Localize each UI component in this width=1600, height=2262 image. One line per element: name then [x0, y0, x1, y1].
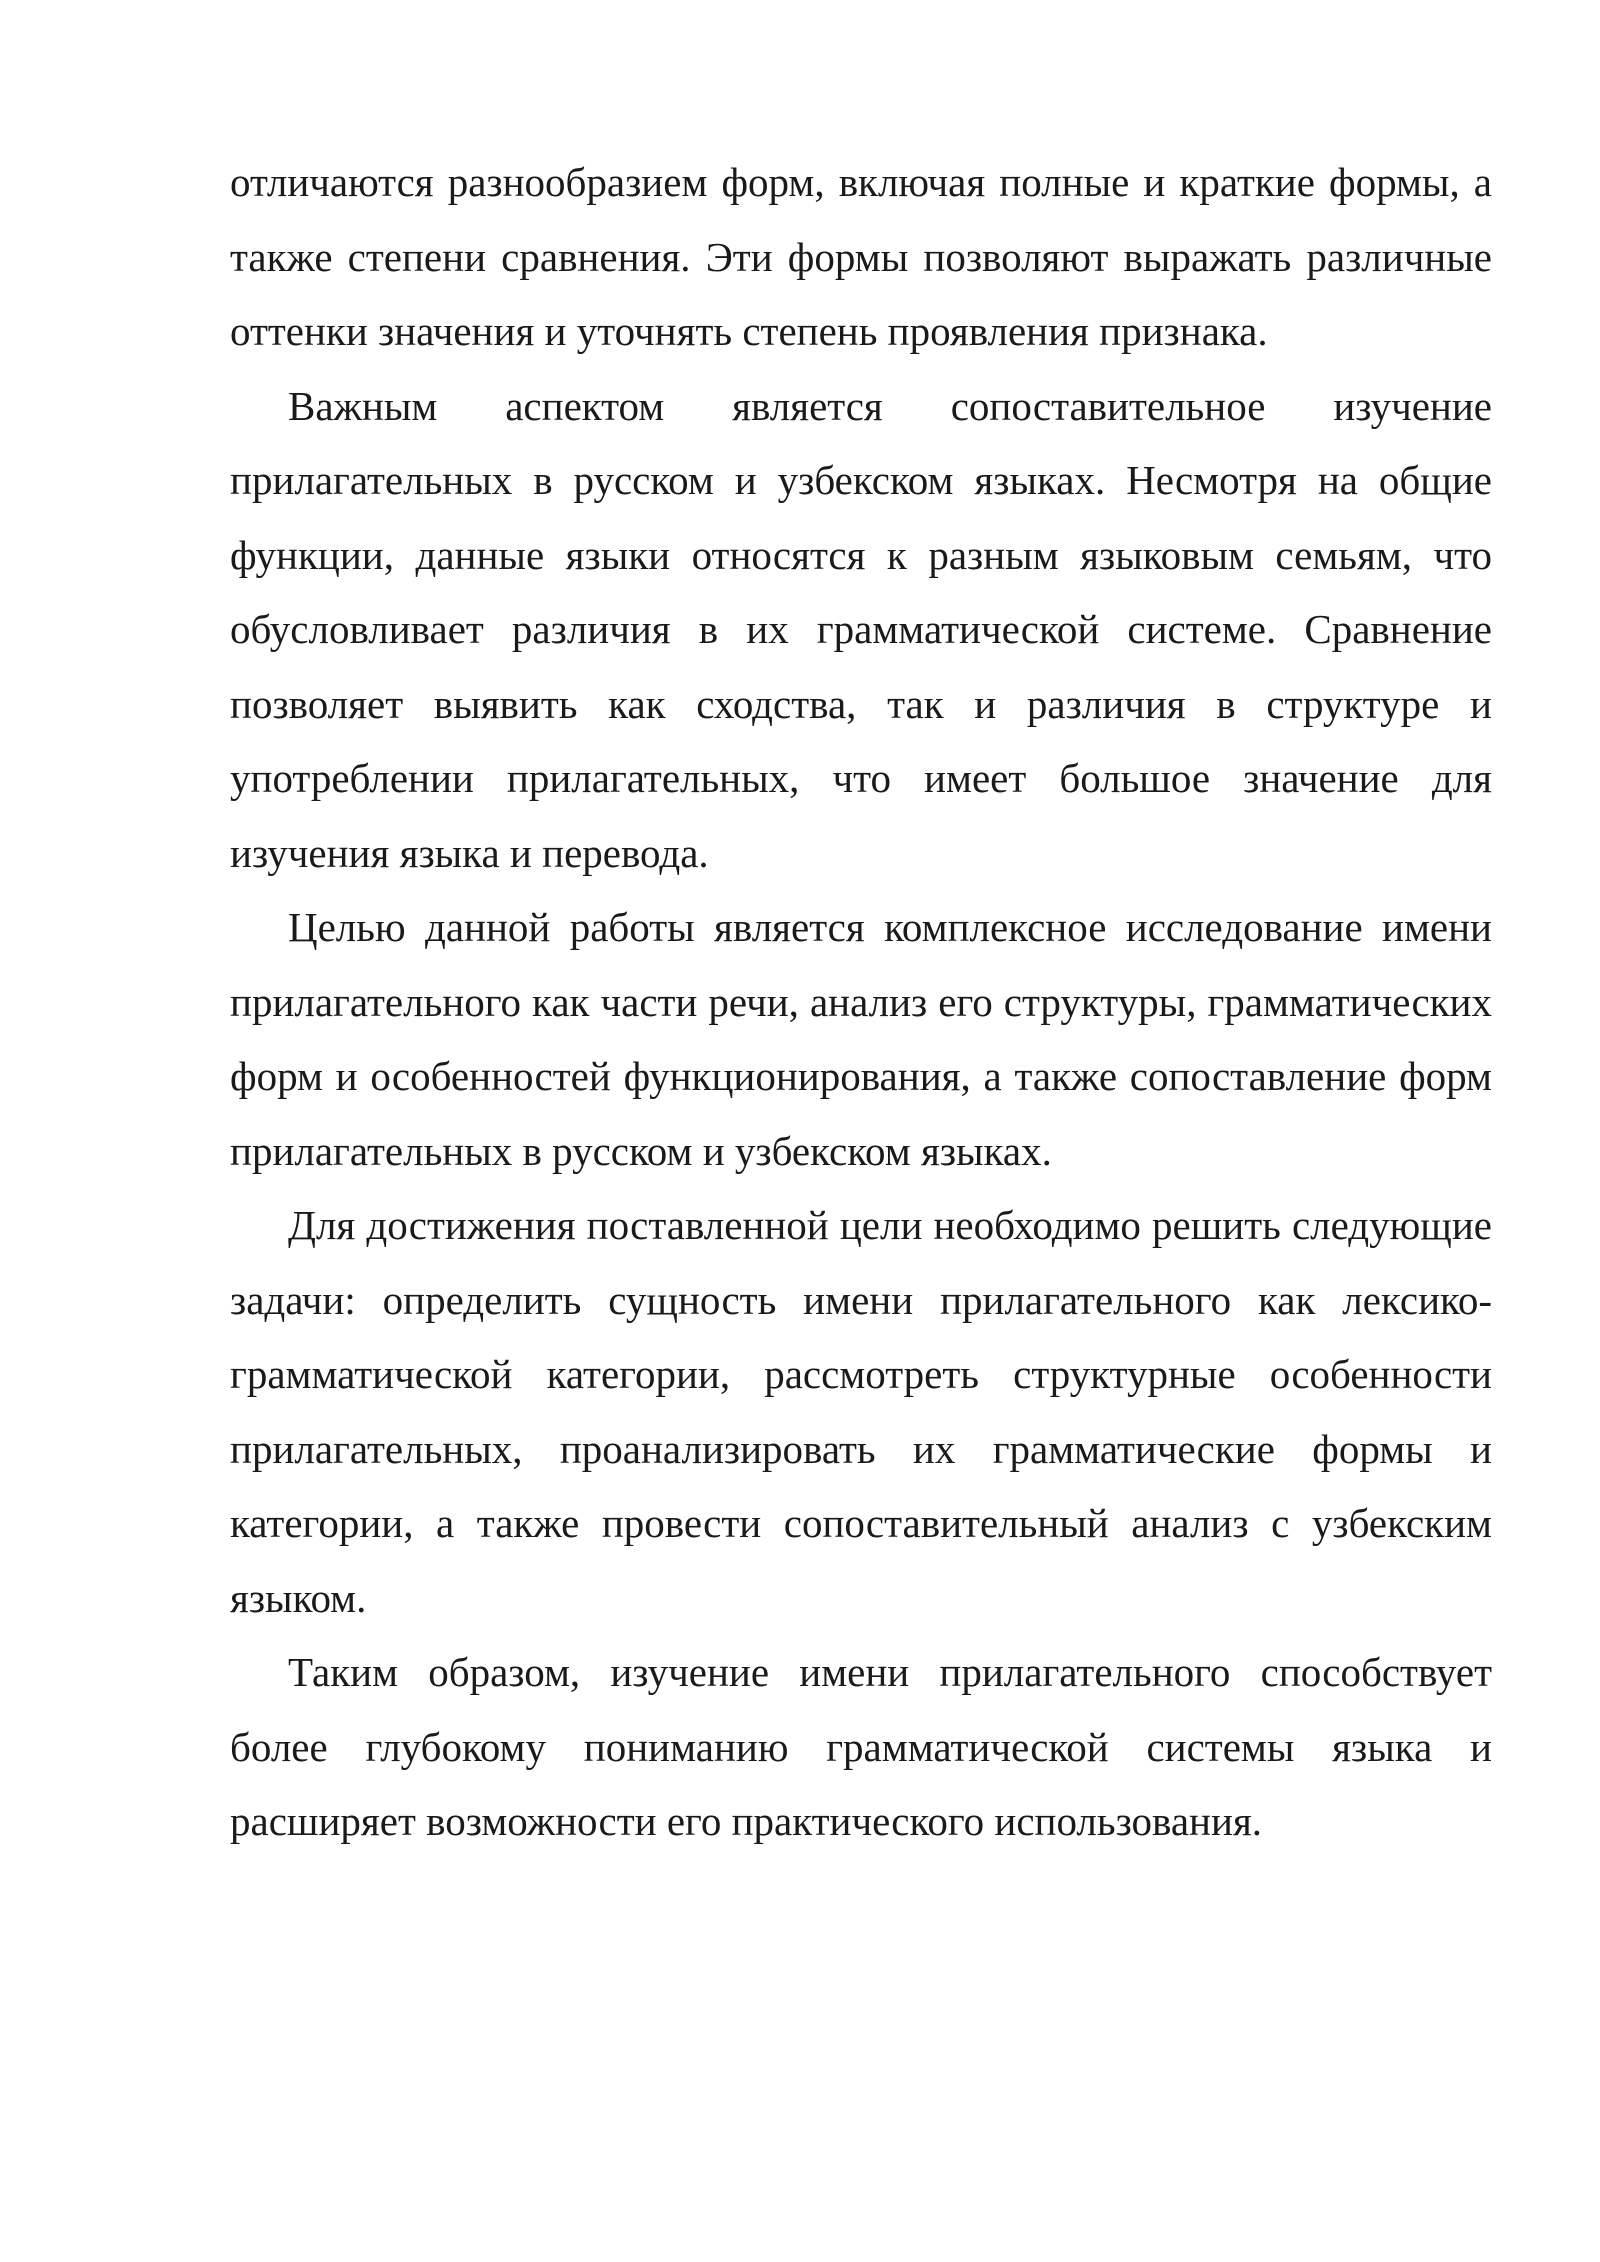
paragraph-conclusion: Таким образом, изучение имени прилагательного способствует более глубокому пониманию грамматической системы языка и расширяет возможности его практического использования. [230, 1649, 1492, 1844]
paragraph-research-tasks: Для достижения поставленной цели необходимо решить следующие задачи: определить сущность имени прилагательного как лексико-грамматической категории, рассмотреть структурные особенности прилагательных, проанализировать их грамматические формы и категории, а также провести сопоставительный анализ с узбекским языком. [230, 1202, 1492, 1621]
paragraph-comparative-study: Важным аспектом является сопоставительное изучение прилагательных в русском и узбекском языках. Несмотря на общие функции, данные языки относятся к разным языковым семьям, что обусловливает различия в их грамматической системе. Сравнение позволяет выявить как сходства, так и различия в структуре и употреблении прилагательных, что имеет большое значение для изучения языка и перевода. [230, 382, 1492, 876]
paragraph-continuation: отличаются разнообразием форм, включая полные и краткие формы, а также степени сравнения. Эти формы позволяют выражать различные оттенки значения и уточнять степень проявления признака. [230, 159, 1492, 354]
document-body [230, 145, 1492, 1859]
paragraph-research-goal: Целью данной работы является комплексное исследование имени прилагательного как части речи, анализ его структуры, грамматических форм и особенностей функционирования, а также сопоставление форм прилагательных в русском и узбекском языках. [230, 904, 1492, 1174]
